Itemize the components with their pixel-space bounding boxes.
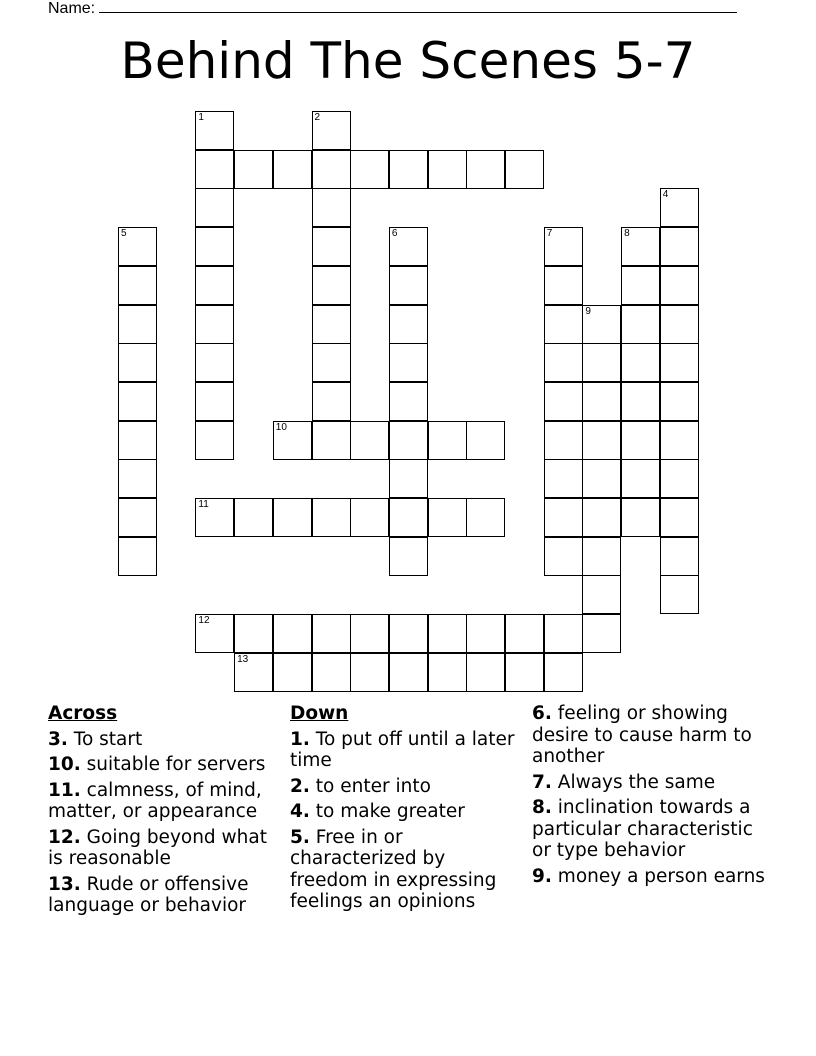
cell-number: 11 — [198, 499, 209, 510]
crossword-cell[interactable] — [466, 498, 505, 537]
crossword-cell[interactable] — [312, 421, 351, 460]
crossword-cell[interactable] — [312, 614, 351, 653]
crossword-cell[interactable] — [544, 382, 583, 421]
crossword-cell[interactable] — [273, 653, 312, 692]
crossword-cell[interactable] — [312, 305, 351, 344]
clue-across-11: 11. calmness, of mind, matter, or appearance — [48, 779, 262, 822]
crossword-cell[interactable] — [195, 266, 234, 305]
crossword-cell[interactable] — [312, 227, 351, 266]
crossword-cell[interactable] — [195, 305, 234, 344]
crossword-cell[interactable] — [621, 382, 660, 421]
crossword-cell[interactable] — [195, 343, 234, 382]
down-clues-continued — [532, 703, 772, 891]
crossword-cell[interactable] — [234, 653, 273, 692]
crossword-cell[interactable] — [273, 421, 312, 460]
clue-down-9: 9. money a person earns — [532, 865, 765, 887]
clue-across-13: 13. Rude or offensive language or behavior — [48, 873, 249, 916]
across-clues — [48, 703, 283, 921]
crossword-cell[interactable] — [118, 305, 157, 344]
crossword-cell[interactable] — [505, 653, 544, 692]
crossword-cell[interactable] — [428, 614, 467, 653]
crossword-cell[interactable] — [312, 150, 351, 189]
crossword-cell[interactable] — [312, 188, 351, 227]
crossword-cell[interactable] — [273, 150, 312, 189]
clue-across-3: 3. To start — [48, 728, 143, 750]
crossword-cell[interactable] — [505, 150, 544, 189]
cell-number: 2 — [314, 112, 321, 123]
crossword-cell[interactable] — [660, 421, 699, 460]
crossword-cell[interactable] — [582, 305, 621, 344]
cell-number: 13 — [237, 653, 249, 665]
crossword-cell[interactable] — [389, 498, 428, 537]
crossword-cell[interactable] — [621, 305, 660, 344]
crossword-cell[interactable] — [118, 498, 157, 537]
clue-down-1: 1. To put off until a later time — [290, 728, 515, 771]
crossword-cell[interactable] — [466, 614, 505, 653]
crossword-cell[interactable] — [466, 653, 505, 692]
cell-number: 5 — [121, 228, 127, 240]
crossword-cell[interactable] — [312, 498, 351, 537]
crossword-cell[interactable] — [118, 382, 157, 421]
crossword-cell[interactable] — [118, 459, 157, 498]
crossword-cell[interactable] — [428, 150, 467, 189]
crossword-cell[interactable] — [273, 614, 312, 653]
crossword-cell[interactable] — [195, 150, 234, 189]
crossword-cell[interactable] — [544, 343, 583, 382]
clue-down-5: 5. Free in or characterized by freedom in expressing feelings an opinions — [290, 826, 497, 912]
cell-number: 12 — [198, 615, 210, 627]
crossword-cell[interactable] — [312, 266, 351, 305]
crossword-cell[interactable] — [118, 537, 157, 576]
crossword-cell[interactable] — [428, 653, 467, 692]
crossword-cell[interactable] — [660, 382, 699, 421]
crossword-cell[interactable] — [195, 111, 234, 150]
name-label: Name: — [48, 0, 96, 17]
clue-down-6: 6. feeling or showing desire to cause harm to another — [532, 703, 752, 767]
clue-across-10: 10. suitable for servers — [48, 754, 266, 775]
crossword-cell[interactable] — [621, 343, 660, 382]
clue-across-12: 12. Going beyond what is reasonable — [48, 826, 268, 869]
crossword-cell[interactable] — [582, 614, 621, 653]
crossword-cell[interactable] — [350, 653, 389, 692]
cell-number: 10 — [275, 421, 287, 433]
crossword-cell[interactable] — [660, 227, 699, 266]
crossword-cell[interactable] — [389, 343, 428, 382]
crossword-cell[interactable] — [273, 498, 312, 537]
crossword-cell[interactable] — [389, 653, 428, 692]
crossword-cell[interactable] — [428, 421, 467, 460]
crossword-cell[interactable] — [350, 498, 389, 537]
clue-down-7: 7. Always the same — [532, 771, 716, 793]
across-heading: Across — [48, 703, 118, 724]
crossword-cell[interactable] — [195, 382, 234, 421]
cell-number: 8 — [624, 228, 630, 240]
crossword-cell[interactable] — [389, 459, 428, 498]
crossword-cell[interactable] — [350, 421, 389, 460]
crossword-cell[interactable] — [428, 498, 467, 537]
crossword-cell[interactable] — [195, 188, 234, 227]
page-title: Behind The Scenes 5-7 — [120, 32, 696, 90]
crossword-cell[interactable] — [621, 421, 660, 460]
crossword-cell[interactable] — [389, 421, 428, 460]
crossword-cell[interactable] — [389, 382, 428, 421]
crossword-cell[interactable] — [660, 305, 699, 344]
crossword-cell[interactable] — [195, 227, 234, 266]
cell-number: 1 — [198, 112, 204, 123]
clue-down-8: 8. inclination towards a particular characteristic or type behavior — [532, 797, 753, 861]
crossword-cell[interactable] — [234, 498, 273, 537]
crossword-cell[interactable] — [389, 227, 428, 266]
crossword-cell[interactable] — [118, 343, 157, 382]
crossword-cell[interactable] — [118, 421, 157, 460]
crossword-cell[interactable] — [389, 614, 428, 653]
crossword-cell[interactable] — [544, 653, 583, 692]
crossword-cell[interactable] — [312, 653, 351, 692]
cell-number: 6 — [391, 228, 398, 240]
crossword-cell[interactable] — [118, 227, 157, 266]
crossword-cell[interactable] — [660, 537, 699, 576]
crossword-cell[interactable] — [660, 188, 699, 227]
crossword-cell[interactable] — [582, 382, 621, 421]
crossword-cell[interactable] — [195, 614, 234, 653]
crossword-cell[interactable] — [621, 266, 660, 305]
crossword-cell[interactable] — [466, 421, 505, 460]
down-heading: Down — [290, 703, 349, 724]
cell-number: 7 — [546, 228, 553, 240]
crossword-cell[interactable] — [660, 459, 699, 498]
down-clues — [290, 703, 522, 917]
crossword-cell[interactable] — [544, 266, 583, 305]
crossword-cell[interactable] — [544, 421, 583, 460]
cell-number: 4 — [662, 189, 669, 201]
crossword-cell[interactable] — [660, 575, 699, 614]
crossword-cell[interactable] — [389, 150, 428, 189]
crossword-cell[interactable] — [621, 227, 660, 266]
crossword-cell[interactable] — [389, 305, 428, 344]
crossword-cell[interactable] — [582, 459, 621, 498]
crossword-cell[interactable] — [582, 575, 621, 614]
crossword-cell[interactable] — [389, 266, 428, 305]
clue-down-2: 2. to enter into — [290, 775, 431, 797]
crossword-cell[interactable] — [234, 614, 273, 653]
crossword-cell[interactable] — [505, 614, 544, 653]
crossword-cell[interactable] — [544, 537, 583, 576]
crossword-cell[interactable] — [195, 421, 234, 460]
crossword-cell[interactable] — [544, 459, 583, 498]
crossword-cell[interactable] — [118, 266, 157, 305]
crossword-cell[interactable] — [544, 614, 583, 653]
crossword-cell[interactable] — [195, 498, 234, 537]
crossword-cell[interactable] — [544, 227, 583, 266]
crossword-cell[interactable] — [660, 343, 699, 382]
crossword-cell[interactable] — [582, 498, 621, 537]
crossword-cell[interactable] — [544, 305, 583, 344]
crossword-cell[interactable] — [660, 498, 699, 537]
crossword-cell[interactable] — [582, 421, 621, 460]
crossword-cell[interactable] — [621, 498, 660, 537]
crossword-cell[interactable] — [350, 150, 389, 189]
crossword-cell[interactable] — [312, 343, 351, 382]
crossword-cell[interactable] — [621, 459, 660, 498]
cell-number: 9 — [585, 305, 591, 317]
crossword-cell[interactable] — [312, 382, 351, 421]
clue-down-4: 4. to make greater — [290, 801, 465, 822]
crossword-cell[interactable] — [582, 537, 621, 576]
crossword-cell[interactable] — [389, 537, 428, 576]
crossword-cell[interactable] — [234, 150, 273, 189]
crossword-cell[interactable] — [466, 150, 505, 189]
crossword-cell[interactable] — [544, 498, 583, 537]
crossword-cell[interactable] — [312, 111, 351, 150]
crossword-cell[interactable] — [660, 266, 699, 305]
crossword-cell[interactable] — [582, 343, 621, 382]
crossword-cell[interactable] — [350, 614, 389, 653]
